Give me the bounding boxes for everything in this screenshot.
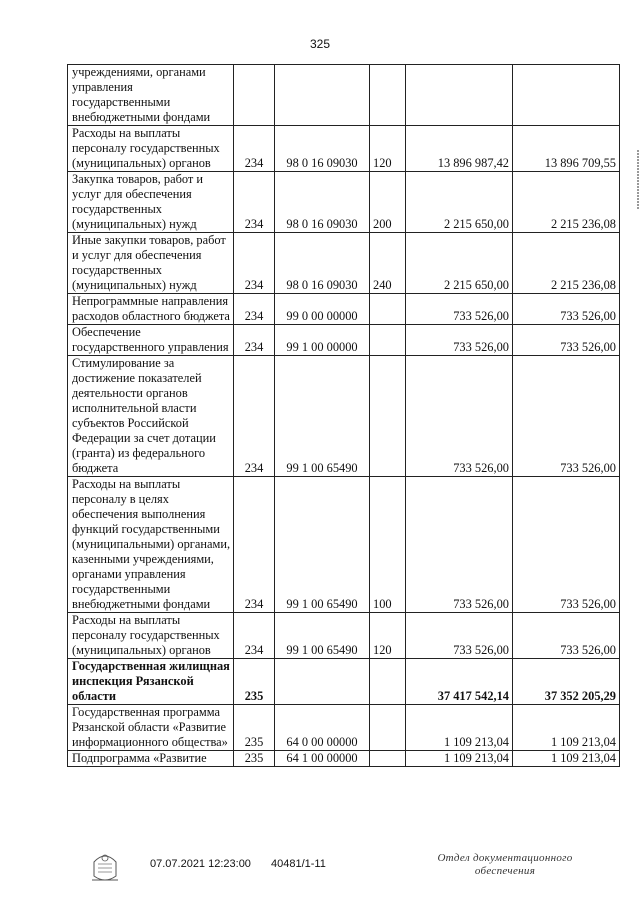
target-article-cell: 99 0 00 00000 [275,294,370,325]
table-row [68,65,620,126]
expense-type-cell [370,705,406,751]
expense-type-cell: 120 [370,613,406,659]
row-name-cell: Стимулирование за достижение показателей деятельности органов исполнительной власти субъектов Российской Федерации за счет дотации (гранта) из федерального бюджета [68,356,234,477]
coat-of-arms-icon [90,850,120,887]
amount-plan-cell: 13 896 987,42 [406,126,513,172]
target-article-cell: 98 0 16 09030 [275,233,370,294]
table-row [68,325,620,356]
row-name-cell: Расходы на выплаты персоналу в целях обеспечения выполнения функций государственными (муниципальными) органами, казенными учреждениями, органами управления государственными внебюджетными фондами [68,477,234,613]
admin-code-cell: 235 [234,751,275,767]
amount-actual-cell: 1 109 213,04 [513,705,620,751]
amount-actual-cell: 733 526,00 [513,613,620,659]
amount-actual-cell: 733 526,00 [513,294,620,325]
expense-type-cell [370,751,406,767]
table-row [68,126,620,172]
table-row [68,751,620,767]
expense-type-cell: 240 [370,233,406,294]
expense-type-cell [370,294,406,325]
amount-plan-cell: 733 526,00 [406,294,513,325]
department-stamp [430,852,580,878]
amount-plan-cell: 2 215 650,00 [406,172,513,233]
amount-plan-cell: 733 526,00 [406,477,513,613]
table-row [68,659,620,705]
admin-code-cell: 234 [234,477,275,613]
amount-plan-cell: 733 526,00 [406,325,513,356]
expense-type-cell [370,325,406,356]
table-row [68,172,620,233]
table-row [68,356,620,477]
amount-plan-cell [406,65,513,126]
amount-actual-cell: 2 215 236,08 [513,233,620,294]
admin-code-cell: 234 [234,356,275,477]
admin-code-cell: 234 [234,325,275,356]
amount-actual-cell: 733 526,00 [513,356,620,477]
row-name-cell: Расходы на выплаты персоналу государственных (муниципальных) органов [68,613,234,659]
row-name-cell: Обеспечение государственного управления [68,325,234,356]
target-article-cell: 99 1 00 65490 [275,356,370,477]
target-article-cell: 99 1 00 65490 [275,613,370,659]
table-row [68,294,620,325]
admin-code-cell: 234 [234,126,275,172]
target-article-cell: 64 0 00 00000 [275,705,370,751]
expense-type-cell: 100 [370,477,406,613]
table-row [68,233,620,294]
expense-type-cell [370,659,406,705]
document-number: 40481/1-11 [271,858,326,870]
amount-plan-cell: 733 526,00 [406,356,513,477]
expense-type-cell: 200 [370,172,406,233]
row-name-cell: Непрограммные направления расходов областного бюджета [68,294,234,325]
row-name-cell: Государственная программа Рязанской области «Развитие информационного общества» [68,705,234,751]
target-article-cell: 98 0 16 09030 [275,126,370,172]
row-name-cell: учреждениями, органами управления государственными внебюджетными фондами [68,65,234,126]
amount-plan-cell: 2 215 650,00 [406,233,513,294]
amount-actual-cell: 2 215 236,08 [513,172,620,233]
admin-code-cell: 234 [234,613,275,659]
amount-plan-cell: 1 109 213,04 [406,705,513,751]
amount-actual-cell: 733 526,00 [513,325,620,356]
row-name-cell: Расходы на выплаты персоналу государственных (муниципальных) органов [68,126,234,172]
amount-actual-cell: 13 896 709,55 [513,126,620,172]
stamp-line-1: Отдел документационного [437,852,573,864]
admin-code-cell: 235 [234,705,275,751]
admin-code-cell: 235 [234,659,275,705]
row-name-cell: Закупка товаров, работ и услуг для обеспечения государственных (муниципальных) нужд [68,172,234,233]
stamp-line-2: обеспечения [474,865,536,877]
expense-type-cell [370,65,406,126]
target-article-cell: 99 1 00 65490 [275,477,370,613]
target-article-cell [275,659,370,705]
amount-plan-cell: 37 417 542,14 [406,659,513,705]
target-article-cell: 99 1 00 00000 [275,325,370,356]
row-name-cell: Подпрограмма «Развитие [68,751,234,767]
expense-type-cell [370,356,406,477]
admin-code-cell: 234 [234,172,275,233]
table-row [68,705,620,751]
amount-plan-cell: 1 109 213,04 [406,751,513,767]
admin-code-cell: 234 [234,294,275,325]
amount-actual-cell: 733 526,00 [513,477,620,613]
admin-code-cell: 234 [234,233,275,294]
expense-type-cell: 120 [370,126,406,172]
amount-plan-cell: 733 526,00 [406,613,513,659]
target-article-cell [275,65,370,126]
amount-actual-cell [513,65,620,126]
table-row [68,477,620,613]
admin-code-cell [234,65,275,126]
scan-edge-mark [636,150,640,215]
target-article-cell: 98 0 16 09030 [275,172,370,233]
row-name-cell: Иные закупки товаров, работ и услуг для обеспечения государственных (муниципальных) нужд [68,233,234,294]
table-row [68,613,620,659]
amount-actual-cell: 1 109 213,04 [513,751,620,767]
document-date: 07.07.2021 12:23:00 [150,858,251,870]
amount-actual-cell: 37 352 205,29 [513,659,620,705]
budget-table [67,64,620,767]
page-number: 325 [309,37,331,51]
row-name-cell: Государственная жилищная инспекция Рязанской области [68,659,234,705]
footer [0,848,640,898]
target-article-cell: 64 1 00 00000 [275,751,370,767]
